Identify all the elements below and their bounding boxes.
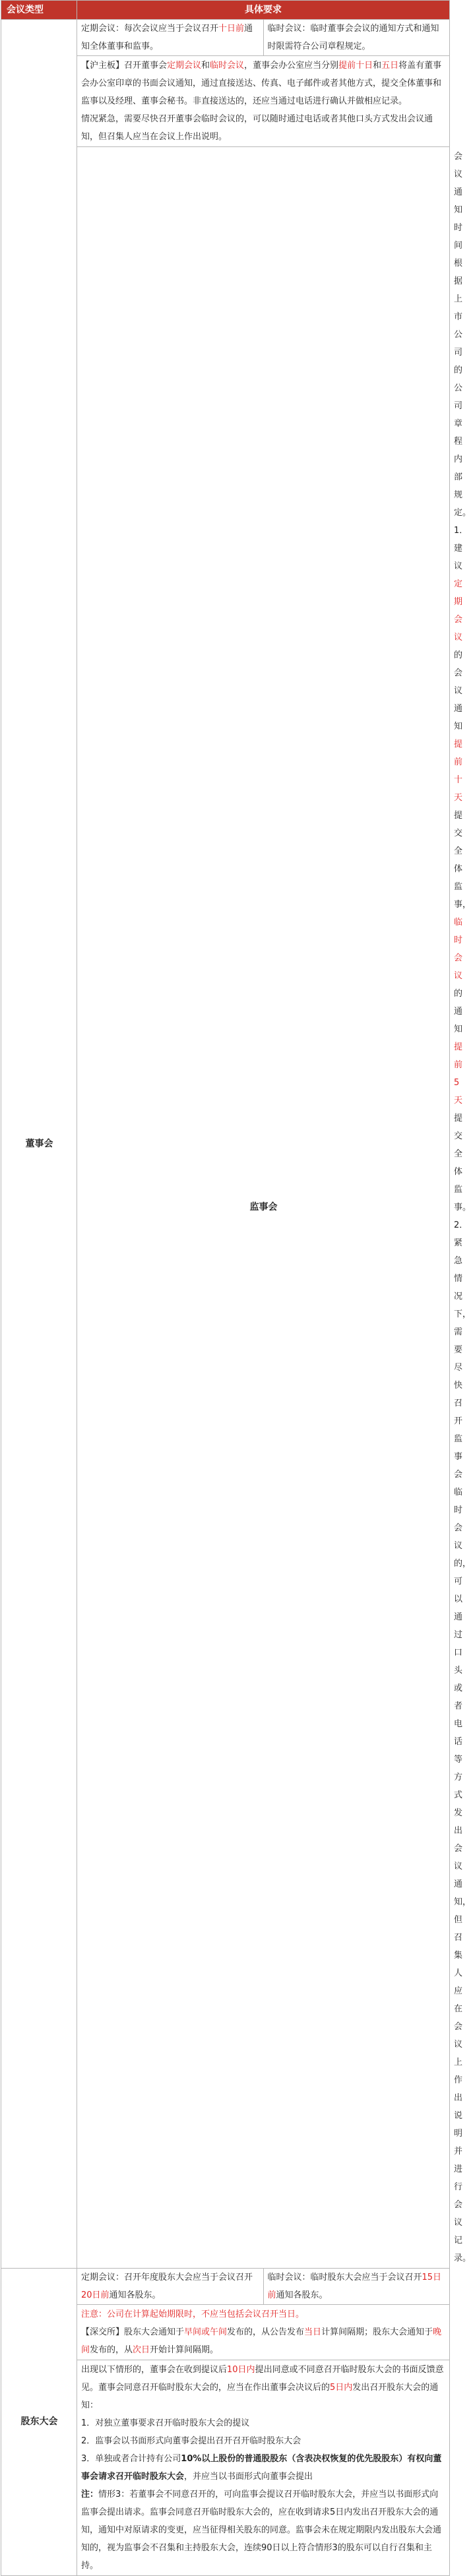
shareholders-para-1: 出现以下情形的，董事会在收到提议后10日内提出同意或不同意召开临时股东大会的书面反馈意见。董事会同意召开临时股东大会的，应当在作出董事会决议后的5日内发出召开股东大会的通知： bbox=[81, 2365, 444, 2410]
table-header-row bbox=[1, 1, 450, 20]
shareholders-case-2: 2．监事会以书面形式向董事会提出召开召开临时股东大会 bbox=[81, 2436, 301, 2446]
board-sh-main-cell bbox=[77, 56, 450, 147]
shareholders-note-2: 注：情形3：若董事会不同意召开的，可向监事会提议召开临时股东大会，并应当以书面形式向监事会提出请求。监事会同意召开临时股东大会的，应在收到请求5日内发出召开股东大会的通知，通知中对原请求的变更，应当征得相关股东的同意。监事会未在规定期限内发出股东大会通知的，视为监事会不召集和主持股东大会，连续90日以上符合情形3的股东可以自行召集和主持。 bbox=[81, 2490, 442, 2571]
board-sh-main-rule: 【沪主板】召开董事会定期会议和临时会议，董事会办公室应当分别提前十日和五日将盖有董事会办公室印章的书面会议通知，通过直接送达、传真、电子邮件或者其他方式，提交全体董事和监事以及经理、董事会秘书。非直接送达的，还应当通过电话进行确认并做相应记录。 bbox=[81, 61, 442, 106]
table-row: 监事会 会议通知时间根据上市公司的公司章程内部规定。 1．建议定期会议的会议通知提前十天提交全体监事，临时会议的通知提前5天提交全体监事。 2．紧急情况下，需要尽快召开监事会临时会议的，可以通过口头或者电话等方式发出会议通知，但召集人应在会议上作出说明并进行会议记录。 bbox=[1, 147, 450, 2269]
shareholders-note-cell bbox=[77, 2305, 450, 2360]
supervisory-type-cell: 监事会 bbox=[77, 147, 450, 2269]
table-row bbox=[1, 2269, 450, 2305]
shareholders-case-1: 1．对独立董事要求召开临时股东大会的提议 bbox=[81, 2418, 250, 2428]
board-temporary-meeting: 临时会议：临时董事会会议的通知方式和通知时限需符合公司章程规定。 bbox=[263, 19, 450, 56]
table-row bbox=[1, 20, 450, 56]
shareholders-temporary-meeting: 临时会议：临时股东大会应当于会议召开15日前通知各股东。 bbox=[263, 2268, 450, 2305]
meeting-requirements-table bbox=[1, 0, 471, 2576]
shareholders-annual-meeting: 定期会议：召开年度股东大会应当于会议召开20日前通知各股东。 bbox=[81, 2273, 253, 2300]
shareholders-temporary-request-cell bbox=[77, 2360, 450, 2576]
board-regular-meeting: 定期会议：每次会议应当于会议召开十日前通知全体董事和监事。 bbox=[81, 24, 253, 51]
board-type-cell: 董事会 bbox=[1, 20, 77, 2269]
header-meeting-type: 会议类型 bbox=[1, 1, 77, 20]
board-urgent-rule: 情况紧急，需要尽快召开董事会临时会议的，可以随时通过电话或者其他口头方式发出会议通知，但召集人应当在会议上作出说明。 bbox=[81, 114, 433, 142]
header-requirements: 具体要求 bbox=[77, 1, 450, 20]
shareholders-type-cell: 股东大会 bbox=[1, 2269, 77, 2576]
shareholders-note: 注意：公司在计算起始期限时，不应当包括会议召开当日。 bbox=[81, 2309, 305, 2319]
shareholders-sz-rule: 【深交所】股东大会通知于早间或午间发布的，从公告发布当日计算间隔期；股东大会通知于晚间发布的，从次日开始计算间隔期。 bbox=[81, 2327, 442, 2355]
shareholders-case-3: 3．单独或者合计持有公司10%以上股份的普通股股东（含表决权恢复的优先股股东）有权向董事会请求召开临时股东大会，并应当以书面形式向董事会提出 bbox=[81, 2454, 442, 2482]
shareholders-annual-temporary-cell bbox=[77, 2269, 450, 2305]
board-regular-temporary-cell bbox=[77, 20, 450, 56]
